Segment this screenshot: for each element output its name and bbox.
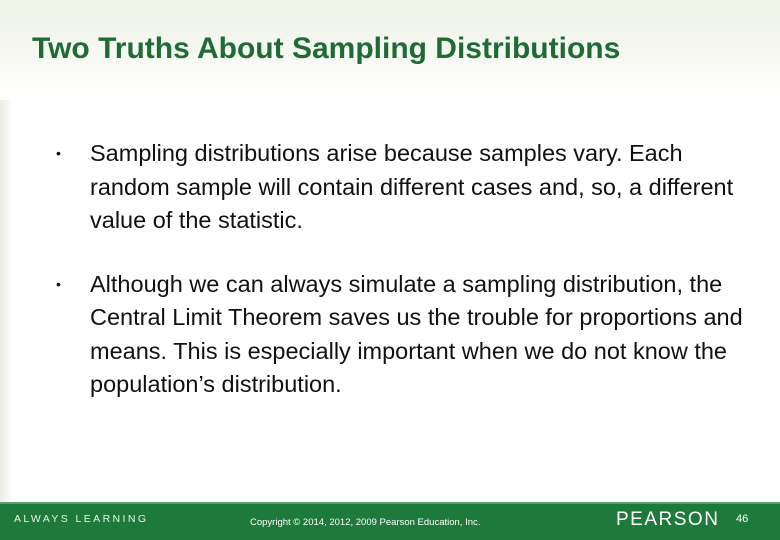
slide-title: Two Truths About Sampling Distributions bbox=[32, 32, 621, 65]
bullet-item-2 bbox=[56, 268, 756, 402]
footer-tagline: ALWAYS LEARNING bbox=[14, 513, 149, 525]
pearson-logo: PEARSON bbox=[616, 509, 720, 530]
footer-copyright: Copyright © 2014, 2012, 2009 Pearson Education, Inc. bbox=[250, 517, 481, 528]
bullet-text-2: Although we can always simulate a sampling distribution, the Central Limit Theorem saves us the trouble for proportions and means. This is especially important when we do not know the population’s distribution. bbox=[90, 270, 743, 397]
left-edge-band bbox=[0, 100, 12, 502]
bullet-dot-icon: • bbox=[56, 275, 61, 292]
bullet-text-1: Sampling distributions arise because samples vary. Each random sample will contain different cases and, so, a different value of the statistic. bbox=[90, 140, 734, 233]
page-number: 46 bbox=[736, 513, 749, 525]
bullet-dot-icon: • bbox=[56, 145, 61, 161]
bullet-list bbox=[56, 137, 756, 402]
footer-divider bbox=[0, 502, 780, 504]
bullet-item-1 bbox=[56, 137, 756, 238]
footer-bar bbox=[0, 502, 780, 540]
